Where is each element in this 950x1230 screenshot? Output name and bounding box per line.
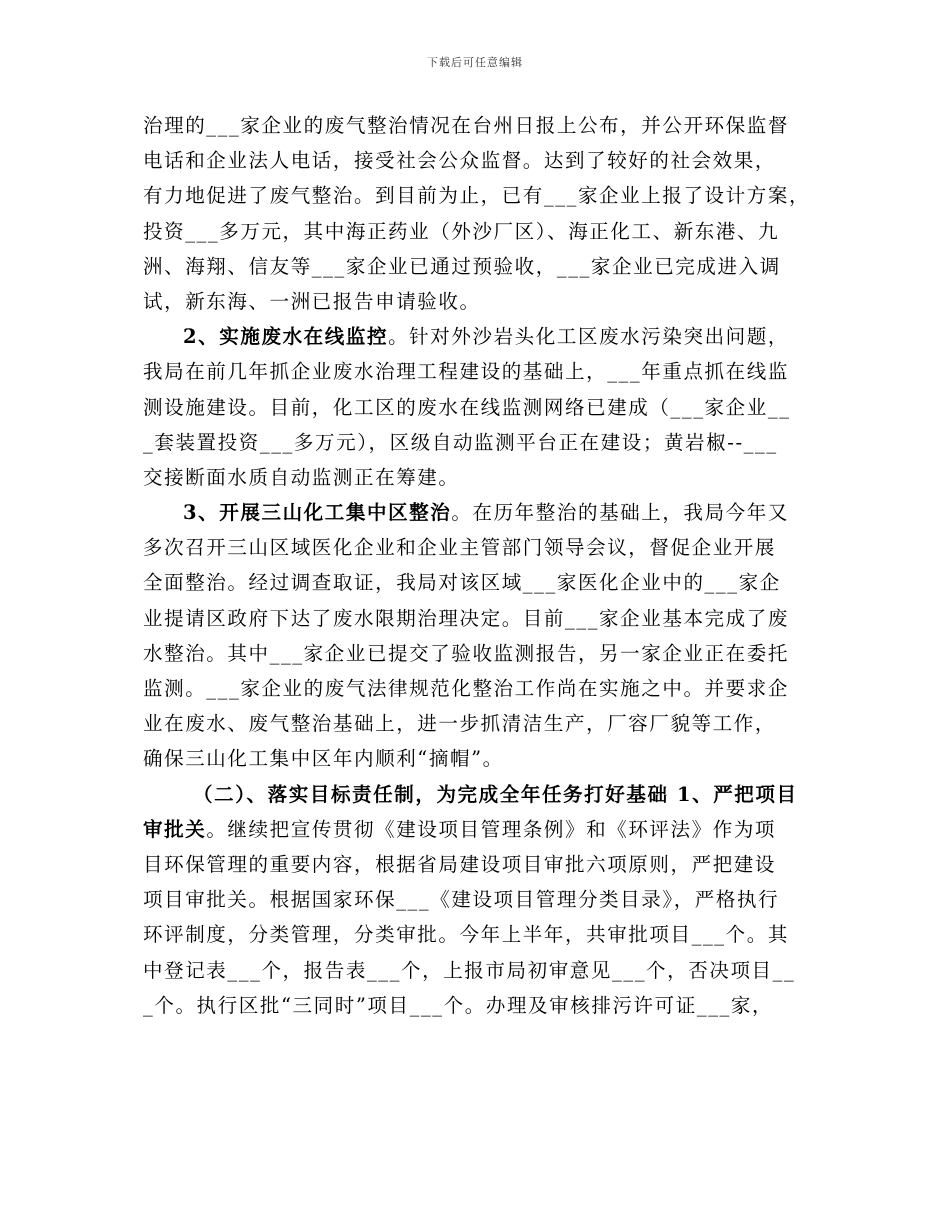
body-text-segment: 多次召开三山区域医化企业和企业主管部门领导会议，督促企业开展 bbox=[143, 536, 777, 560]
text-line bbox=[143, 812, 813, 847]
body-text-segment: 。在历年整治的基础上，我局今年又 bbox=[451, 501, 789, 525]
text-line bbox=[143, 495, 813, 530]
text-line bbox=[143, 706, 813, 741]
text-line bbox=[143, 319, 813, 354]
body-text-segment: 。继续把宣传贯彻《建设项目管理条例》和《环评法》作为项 bbox=[206, 817, 777, 841]
text-line bbox=[143, 143, 813, 178]
bold-heading-text: 3、开展三山化工集中区整治 bbox=[183, 501, 452, 525]
text-line bbox=[143, 988, 813, 1023]
body-text-segment: 我局在前几年抓企业废水治理工程建设的基础上，___年重点抓在线监 bbox=[143, 360, 789, 384]
bold-heading-text: 2、实施废水在线监控 bbox=[183, 325, 389, 349]
body-text-segment: 监测。___家企业的废气法律规范化整治工作尚在实施之中。并要求企 bbox=[143, 677, 789, 700]
body-text-segment: 交接断面水质自动监测正在筹建。 bbox=[143, 465, 460, 489]
text-line bbox=[143, 460, 813, 495]
text-line bbox=[143, 953, 813, 988]
text-line bbox=[143, 390, 813, 425]
text-line bbox=[143, 178, 813, 213]
body-text-segment: 水整治。其中___家企业已提交了验收监测报告，另一家企业正在委托 bbox=[143, 641, 789, 665]
body-text-segment: 洲、海翔、信友等___家企业已通过预验收，___家企业已完成进入调 bbox=[143, 254, 781, 278]
page-header: 下载后可任意编辑 bbox=[427, 56, 523, 69]
body-text-segment: 投资___多万元，其中海正药业（外沙厂区）、海正化工、新东港、九 bbox=[143, 219, 780, 243]
text-line bbox=[143, 671, 813, 706]
body-text-segment: 业在废水、废气整治基础上，进一步抓清洁生产，厂容厂貌等工作， bbox=[143, 712, 777, 736]
body-text-segment: 有力地促进了废气整治。到目前为止，已有___家企业上报了设计方案， bbox=[143, 184, 811, 208]
text-line bbox=[143, 284, 813, 319]
body-text-segment: 目环保管理的重要内容，根据省局建设项目审批六项原则，严把建设 bbox=[143, 852, 777, 876]
body-text-segment: 试，新东海、一洲已报告申请验收。 bbox=[143, 289, 481, 313]
body-text-segment: 测设施建设。目前，化工区的废水在线监测网络已建成（___家企业__ bbox=[143, 395, 791, 419]
bold-heading-text: （二）、落实目标责任制，为完成全年任务打好基础 1、严把项目 bbox=[193, 782, 798, 806]
text-line bbox=[143, 601, 813, 636]
text-line bbox=[143, 249, 813, 284]
body-text-segment: 业提请区政府下达了废水限期治理决定。目前___家企业基本完成了废 bbox=[143, 606, 789, 630]
body-text-segment: 全面整治。经过调查取证，我局对该区域___家医化企业中的___家企 bbox=[143, 571, 781, 595]
text-line bbox=[143, 741, 813, 776]
body-text-segment: 电话和企业法人电话，接受社会公众监督。达到了较好的社会效果， bbox=[143, 149, 777, 173]
body-text-segment: 环评制度，分类管理，分类审批。今年上半年，共审批项目___个。其 bbox=[143, 923, 789, 947]
text-line bbox=[143, 108, 813, 143]
text-line bbox=[143, 636, 813, 671]
text-line bbox=[143, 565, 813, 600]
body-text-segment: 治理的___家企业的废气整治情况在台州日报上公布，并公开环保监督 bbox=[143, 114, 789, 137]
text-line bbox=[143, 214, 813, 249]
text-line bbox=[143, 917, 813, 952]
document-body bbox=[143, 108, 813, 1023]
text-line bbox=[143, 354, 813, 389]
text-line bbox=[143, 530, 813, 565]
text-line bbox=[143, 882, 813, 917]
body-text-segment: 项目审批关。根据国家环保___《建设项目管理分类目录》，严格执行 bbox=[143, 888, 780, 912]
body-text-segment: _个。执行区批“三同时”项目___个。办理及审核排污许可证___家， bbox=[143, 993, 774, 1017]
body-text-segment: _套装置投资___多万元），区级自动监测平台正在建设；黄岩椒--___ bbox=[143, 430, 778, 454]
body-text-segment: 。针对外沙岩头化工区废水污染突出问题， bbox=[388, 325, 789, 349]
bold-heading-text: 审批关 bbox=[143, 817, 207, 841]
text-line bbox=[143, 777, 813, 812]
body-text-segment: 确保三山化工集中区年内顺利“摘帽”。 bbox=[143, 747, 504, 771]
text-line bbox=[143, 425, 813, 460]
text-line bbox=[143, 847, 813, 882]
body-text-segment: 中登记表___个，报告表___个，上报市局初审意见___个，否决项目__ bbox=[143, 958, 796, 982]
